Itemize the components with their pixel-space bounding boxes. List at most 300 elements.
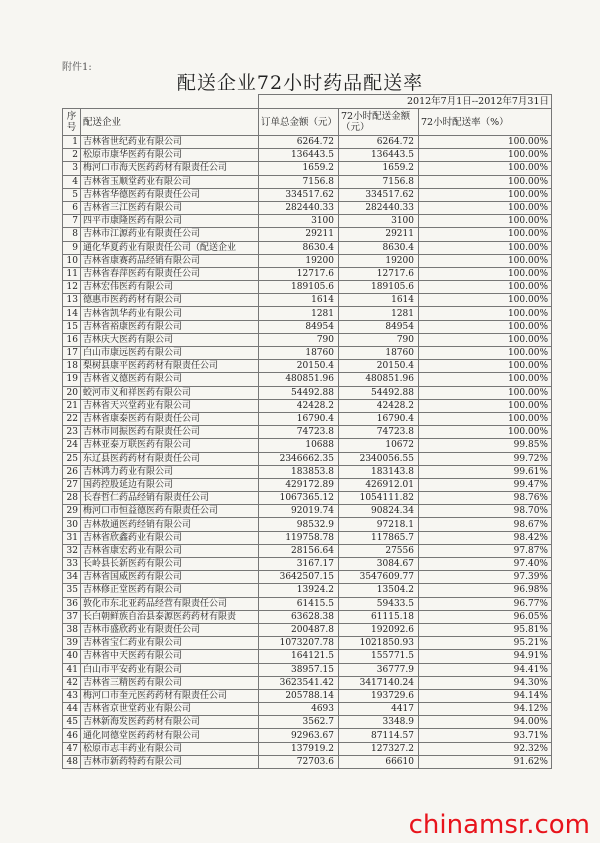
order-amount: 74723.8 [259, 426, 339, 439]
order-amount: 63628.38 [259, 610, 339, 623]
delivery-rate: 100.00% [419, 426, 552, 439]
delivered-amount: 59433.5 [339, 597, 419, 610]
row-number: 1 [63, 136, 81, 149]
delivered-amount: 87114.57 [339, 729, 419, 742]
row-number: 10 [63, 254, 81, 267]
table-row [63, 558, 552, 571]
order-amount: 84954 [259, 320, 339, 333]
row-number: 26 [63, 465, 81, 478]
table-row [63, 136, 552, 149]
date-range-row [63, 95, 552, 109]
order-amount: 29211 [259, 228, 339, 241]
company-name: 吉林省三精医药有限公司 [81, 676, 259, 689]
delivery-rate: 100.00% [419, 412, 552, 425]
delivered-amount: 136443.5 [339, 149, 419, 162]
company-name: 梅河口市奎元医药药材有限责任公司 [81, 689, 259, 702]
order-amount: 72703.6 [259, 755, 339, 768]
delivered-amount: 790 [339, 333, 419, 346]
table-row [63, 518, 552, 531]
company-name: 四平市康隆医药有限公司 [81, 215, 259, 228]
delivery-rate: 100.00% [419, 347, 552, 360]
order-amount: 6264.72 [259, 136, 339, 149]
table-row [63, 307, 552, 320]
delivery-rate: 99.61% [419, 465, 552, 478]
delivered-amount: 192092.6 [339, 623, 419, 636]
table-row [63, 505, 552, 518]
company-name: 吉林省玉顺堂药业有限公司 [81, 175, 259, 188]
company-name: 白山市康远医药有限公司 [81, 347, 259, 360]
delivery-rate: 100.00% [419, 188, 552, 201]
row-number: 17 [63, 347, 81, 360]
table-row [63, 215, 552, 228]
row-number: 41 [63, 663, 81, 676]
table-row [63, 531, 552, 544]
delivery-rate: 100.00% [419, 254, 552, 267]
table-row [63, 188, 552, 201]
delivery-rate: 95.21% [419, 637, 552, 650]
delivered-amount: 3084.67 [339, 558, 419, 571]
order-amount: 10688 [259, 439, 339, 452]
column-header-delivered-amount: 72小时配送金额（元） [339, 109, 419, 136]
delivery-rate: 100.00% [419, 149, 552, 162]
table-row [63, 149, 552, 162]
company-name: 德惠市医药药材有限公司 [81, 294, 259, 307]
order-amount: 20150.4 [259, 360, 339, 373]
table-row [63, 755, 552, 768]
delivered-amount: 20150.4 [339, 360, 419, 373]
order-amount: 98532.9 [259, 518, 339, 531]
order-amount: 119758.78 [259, 531, 339, 544]
company-name: 吉林鸿力药业有限公司 [81, 465, 259, 478]
column-header-no: 序号 [63, 109, 81, 136]
delivery-rate: 100.00% [419, 175, 552, 188]
delivered-amount: 3547609.77 [339, 571, 419, 584]
row-number: 23 [63, 426, 81, 439]
row-number: 12 [63, 281, 81, 294]
delivery-rate: 94.12% [419, 703, 552, 716]
delivered-amount: 36777.9 [339, 663, 419, 676]
company-name: 吉林省春萍医药有限责任公司 [81, 267, 259, 280]
row-number: 6 [63, 201, 81, 214]
row-number: 5 [63, 188, 81, 201]
order-amount: 92963.67 [259, 729, 339, 742]
company-name: 通化同德堂医药药材有限公司 [81, 729, 259, 742]
table-row [63, 623, 552, 636]
company-name: 吉林省康赛药品经销有限公司 [81, 254, 259, 267]
delivered-amount: 183143.8 [339, 465, 419, 478]
delivered-amount: 127327.2 [339, 742, 419, 755]
delivery-rate: 97.40% [419, 558, 552, 571]
delivered-amount: 61115.18 [339, 610, 419, 623]
page-title: 配送企业72小时药品配送率 [176, 72, 424, 94]
company-name: 长岭县长新医药有限公司 [81, 558, 259, 571]
delivered-amount: 282440.33 [339, 201, 419, 214]
table-row [63, 597, 552, 610]
order-amount: 3167.17 [259, 558, 339, 571]
row-number: 27 [63, 478, 81, 491]
delivered-amount: 97218.1 [339, 518, 419, 531]
row-number: 35 [63, 584, 81, 597]
company-name: 吉林省三江医药有限公司 [81, 201, 259, 214]
delivery-rate: 96.77% [419, 597, 552, 610]
row-number: 13 [63, 294, 81, 307]
table-row [63, 544, 552, 557]
delivery-rate: 100.00% [419, 399, 552, 412]
table-row [63, 320, 552, 333]
row-number: 46 [63, 729, 81, 742]
delivered-amount: 480851.96 [339, 373, 419, 386]
delivered-amount: 16790.4 [339, 412, 419, 425]
company-name: 东辽县医药药材有限责任公司 [81, 452, 259, 465]
order-amount: 1067365.12 [259, 492, 339, 505]
delivery-rate: 100.00% [419, 201, 552, 214]
delivery-rate: 100.00% [419, 320, 552, 333]
row-number: 25 [63, 452, 81, 465]
delivered-amount: 3348.9 [339, 716, 419, 729]
delivered-amount: 1614 [339, 294, 419, 307]
delivered-amount: 13504.2 [339, 584, 419, 597]
delivery-rate: 91.62% [419, 755, 552, 768]
delivered-amount: 8630.4 [339, 241, 419, 254]
table-row [63, 716, 552, 729]
order-amount: 200487.8 [259, 623, 339, 636]
table-row [63, 703, 552, 716]
delivery-rate: 97.87% [419, 544, 552, 557]
row-number: 21 [63, 399, 81, 412]
delivery-rate: 100.00% [419, 294, 552, 307]
order-amount: 28156.64 [259, 544, 339, 557]
delivery-rate: 98.42% [419, 531, 552, 544]
delivered-amount: 7156.8 [339, 175, 419, 188]
delivered-amount: 1281 [339, 307, 419, 320]
order-amount: 8630.4 [259, 241, 339, 254]
row-number: 39 [63, 637, 81, 650]
delivery-rate: 99.85% [419, 439, 552, 452]
table-row [63, 584, 552, 597]
order-amount: 1614 [259, 294, 339, 307]
row-number: 34 [63, 571, 81, 584]
order-amount: 2346662.35 [259, 452, 339, 465]
order-amount: 3642507.15 [259, 571, 339, 584]
delivery-rate: 98.70% [419, 505, 552, 518]
row-number: 42 [63, 676, 81, 689]
delivered-amount: 12717.6 [339, 267, 419, 280]
delivery-rate: 100.00% [419, 162, 552, 175]
order-amount: 3562.7 [259, 716, 339, 729]
delivered-amount: 189105.6 [339, 281, 419, 294]
table-row [63, 386, 552, 399]
attachment-label: 附件1: [62, 62, 92, 73]
delivered-amount: 1054111.82 [339, 492, 419, 505]
delivered-amount: 27556 [339, 544, 419, 557]
order-amount: 12717.6 [259, 267, 339, 280]
company-name: 松原市志丰药业有限公司 [81, 742, 259, 755]
order-amount: 16790.4 [259, 412, 339, 425]
date-range: 2012年7月1日--2012年7月31日 [259, 95, 552, 109]
delivered-amount: 1021850.93 [339, 637, 419, 650]
delivery-rate: 95.81% [419, 623, 552, 636]
delivered-amount: 155771.5 [339, 650, 419, 663]
delivered-amount: 4417 [339, 703, 419, 716]
delivery-rate: 94.91% [419, 650, 552, 663]
company-name: 吉林省裕康医药有限公司 [81, 320, 259, 333]
delivered-amount: 66610 [339, 755, 419, 768]
order-amount: 3100 [259, 215, 339, 228]
delivery-rate: 99.72% [419, 452, 552, 465]
order-amount: 3623541.42 [259, 676, 339, 689]
table-row [63, 294, 552, 307]
table-row [63, 742, 552, 755]
delivered-amount: 117865.7 [339, 531, 419, 544]
table-row [63, 610, 552, 623]
row-number: 9 [63, 241, 81, 254]
order-amount: 61415.5 [259, 597, 339, 610]
company-name: 长春哲仁药品经销有限责任公司 [81, 492, 259, 505]
delivery-rate: 99.47% [419, 478, 552, 491]
order-amount: 7156.8 [259, 175, 339, 188]
order-amount: 92019.74 [259, 505, 339, 518]
row-number: 45 [63, 716, 81, 729]
delivery-rate: 97.39% [419, 571, 552, 584]
delivered-amount: 10672 [339, 439, 419, 452]
delivered-amount: 19200 [339, 254, 419, 267]
table-row [63, 492, 552, 505]
order-amount: 164121.5 [259, 650, 339, 663]
row-number: 16 [63, 333, 81, 346]
delivery-rate: 96.05% [419, 610, 552, 623]
row-number: 33 [63, 558, 81, 571]
row-number: 2 [63, 149, 81, 162]
order-amount: 19200 [259, 254, 339, 267]
company-name: 吉林庆大医药有限公司 [81, 333, 259, 346]
table-row [63, 399, 552, 412]
order-amount: 189105.6 [259, 281, 339, 294]
company-name: 吉林市盛欣药业有限责任公司 [81, 623, 259, 636]
company-name: 吉林敖通医药经销有限公司 [81, 518, 259, 531]
row-number: 44 [63, 703, 81, 716]
row-number: 11 [63, 267, 81, 280]
order-amount: 18760 [259, 347, 339, 360]
company-name: 梨树县康平医药药材有限责任公司 [81, 360, 259, 373]
delivered-amount: 334517.62 [339, 188, 419, 201]
delivery-rate: 94.00% [419, 716, 552, 729]
company-name: 吉林亚泰万联医药有限公司 [81, 439, 259, 452]
delivered-amount: 90824.34 [339, 505, 419, 518]
table-row [63, 465, 552, 478]
company-name: 梅河口市恒益德医药有限责任公司 [81, 505, 259, 518]
row-number: 36 [63, 597, 81, 610]
company-name: 吉林省宝仁药业有限公司 [81, 637, 259, 650]
order-amount: 137919.2 [259, 742, 339, 755]
company-name: 吉林市同振医药有限责任公司 [81, 426, 259, 439]
column-header-order-amount: 订单总金额（元） [259, 109, 339, 136]
row-number: 14 [63, 307, 81, 320]
company-name: 通化华夏药业有限责任公司（配送企业 [81, 241, 259, 254]
delivered-amount: 1659.2 [339, 162, 419, 175]
company-name: 梅河口市海天医药药材有限责任公司 [81, 162, 259, 175]
table-row [63, 650, 552, 663]
order-amount: 334517.62 [259, 188, 339, 201]
delivery-rate: 100.00% [419, 307, 552, 320]
delivery-rate: 92.32% [419, 742, 552, 755]
delivered-amount: 2340056.55 [339, 452, 419, 465]
column-header-rate: 72小时配送率（%） [419, 109, 552, 136]
delivered-amount: 29211 [339, 228, 419, 241]
table-row [63, 571, 552, 584]
row-number: 40 [63, 650, 81, 663]
delivery-rate: 100.00% [419, 267, 552, 280]
company-name: 吉林省欣鑫药业有限公司 [81, 531, 259, 544]
row-number: 7 [63, 215, 81, 228]
order-amount: 205788.14 [259, 689, 339, 702]
order-amount: 1073207.78 [259, 637, 339, 650]
delivery-rate: 100.00% [419, 215, 552, 228]
company-name: 吉林省天兴堂药业有限公司 [81, 399, 259, 412]
company-name: 吉林修正堂医药有限公司 [81, 584, 259, 597]
order-amount: 42428.2 [259, 399, 339, 412]
delivered-amount: 3100 [339, 215, 419, 228]
company-name: 吉林省康泰医药有限责任公司 [81, 412, 259, 425]
delivered-amount: 193729.6 [339, 689, 419, 702]
table-row [63, 228, 552, 241]
table-row [63, 663, 552, 676]
row-number: 43 [63, 689, 81, 702]
row-number: 22 [63, 412, 81, 425]
order-amount: 4693 [259, 703, 339, 716]
delivered-amount: 3417140.24 [339, 676, 419, 689]
table-row [63, 254, 552, 267]
delivery-rate: 94.14% [419, 689, 552, 702]
table-row [63, 412, 552, 425]
order-amount: 136443.5 [259, 149, 339, 162]
table-row [63, 439, 552, 452]
company-name: 敦化市东北亚药品经营有限责任公司 [81, 597, 259, 610]
delivery-rate: 93.71% [419, 729, 552, 742]
company-name: 吉林省康宏药业有限公司 [81, 544, 259, 557]
table-row [63, 201, 552, 214]
row-number: 18 [63, 360, 81, 373]
company-name: 吉林省世纪药业有限公司 [81, 136, 259, 149]
delivery-rate: 100.00% [419, 360, 552, 373]
table-row [63, 452, 552, 465]
order-amount: 38957.15 [259, 663, 339, 676]
table-row [63, 689, 552, 702]
company-name: 吉林省中天医药有限公司 [81, 650, 259, 663]
column-header-name: 配送企业 [81, 109, 259, 136]
company-name: 吉林省义德医药有限公司 [81, 373, 259, 386]
delivery-rate: 96.98% [419, 584, 552, 597]
delivery-rate: 100.00% [419, 228, 552, 241]
order-amount: 1281 [259, 307, 339, 320]
delivered-amount: 426912.01 [339, 478, 419, 491]
table-row [63, 373, 552, 386]
delivery-rate: 98.67% [419, 518, 552, 531]
delivered-amount: 84954 [339, 320, 419, 333]
delivery-rate: 94.41% [419, 663, 552, 676]
delivery-rate: 100.00% [419, 136, 552, 149]
order-amount: 13924.2 [259, 584, 339, 597]
company-name: 国药控股延边有限公司 [81, 478, 259, 491]
company-name: 吉林省华德医药有限责任公司 [81, 188, 259, 201]
row-number: 31 [63, 531, 81, 544]
company-name: 吉林市新药特药有限公司 [81, 755, 259, 768]
order-amount: 790 [259, 333, 339, 346]
company-name: 松原市康华医药有限公司 [81, 149, 259, 162]
row-number: 29 [63, 505, 81, 518]
order-amount: 429172.89 [259, 478, 339, 491]
table-row [63, 478, 552, 491]
row-number: 3 [63, 162, 81, 175]
row-number: 24 [63, 439, 81, 452]
row-number: 37 [63, 610, 81, 623]
row-number: 4 [63, 175, 81, 188]
row-number: 8 [63, 228, 81, 241]
company-name: 吉林市江源药业有限责任公司 [81, 228, 259, 241]
order-amount: 480851.96 [259, 373, 339, 386]
row-number: 28 [63, 492, 81, 505]
row-number: 20 [63, 386, 81, 399]
table-row [63, 729, 552, 742]
watermark: chinamsr.com [408, 810, 590, 840]
order-amount: 183853.8 [259, 465, 339, 478]
delivered-amount: 42428.2 [339, 399, 419, 412]
table-row [63, 347, 552, 360]
row-number: 38 [63, 623, 81, 636]
company-name: 吉林省凯华药业有限公司 [81, 307, 259, 320]
row-number: 32 [63, 544, 81, 557]
company-name: 吉林省国威医药有限公司 [81, 571, 259, 584]
delivery-rate: 94.30% [419, 676, 552, 689]
row-number: 48 [63, 755, 81, 768]
delivery-rate-table [62, 94, 552, 769]
table-row [63, 175, 552, 188]
delivery-rate: 100.00% [419, 241, 552, 254]
row-number: 47 [63, 742, 81, 755]
column-header-row [63, 109, 552, 136]
company-name: 蛟河市义和祥医药有限公司 [81, 386, 259, 399]
row-number: 30 [63, 518, 81, 531]
table-row [63, 360, 552, 373]
delivery-rate: 100.00% [419, 281, 552, 294]
delivery-rate: 100.00% [419, 386, 552, 399]
company-name: 白山市平安药业有限公司 [81, 663, 259, 676]
table-row [63, 676, 552, 689]
delivered-amount: 6264.72 [339, 136, 419, 149]
row-number: 15 [63, 320, 81, 333]
delivery-rate: 98.76% [419, 492, 552, 505]
company-name: 吉林省京世堂药业有限公司 [81, 703, 259, 716]
order-amount: 282440.33 [259, 201, 339, 214]
table-row [63, 333, 552, 346]
delivery-rate: 100.00% [419, 333, 552, 346]
order-amount: 54492.88 [259, 386, 339, 399]
table-row [63, 281, 552, 294]
company-name: 吉林宏伟医药有限公司 [81, 281, 259, 294]
delivered-amount: 54492.88 [339, 386, 419, 399]
table-row [63, 267, 552, 280]
delivered-amount: 74723.8 [339, 426, 419, 439]
table-row [63, 241, 552, 254]
company-name: 吉林新海发医药药材有限公司 [81, 716, 259, 729]
delivered-amount: 18760 [339, 347, 419, 360]
row-number: 19 [63, 373, 81, 386]
delivery-rate: 100.00% [419, 373, 552, 386]
company-name: 长白朝鲜族自治县泰源医药药材有限责 [81, 610, 259, 623]
order-amount: 1659.2 [259, 162, 339, 175]
table-row [63, 637, 552, 650]
table-row [63, 426, 552, 439]
table-row [63, 162, 552, 175]
